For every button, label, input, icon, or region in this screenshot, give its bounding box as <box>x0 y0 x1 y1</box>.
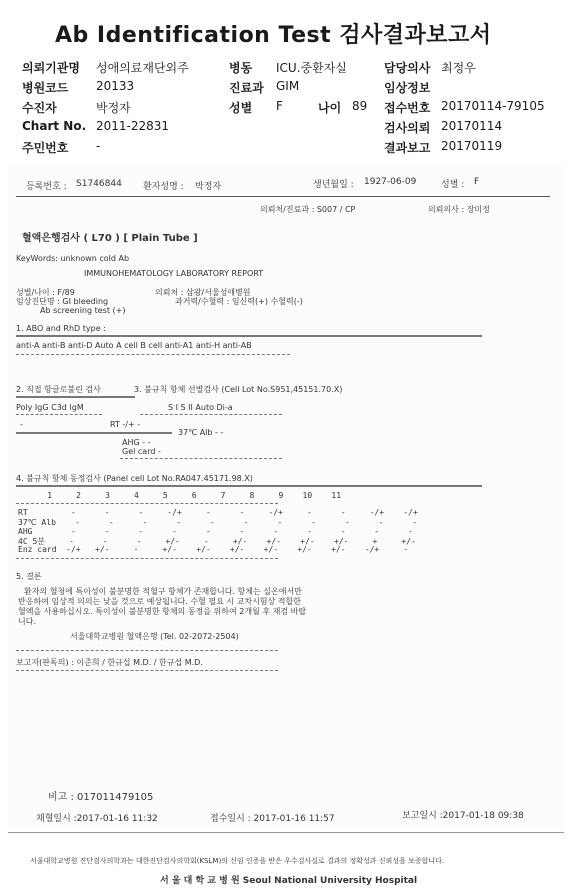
panel-row: Enz card -/+ +/- - +/- +/- +/- +/- +/- +/- -/+ - <box>18 545 409 554</box>
screen-header: S I S II Auto Di-a <box>168 403 233 412</box>
collected-time: 채혈일시 :2017-01-16 11:32 <box>36 814 158 824</box>
field-value: - <box>96 139 101 153</box>
field-label: 결과보고 <box>384 141 431 155</box>
divider <box>16 396 135 398</box>
field-value: 20170114-79105 <box>441 99 545 113</box>
dob-value: 1927-06-09 <box>364 177 417 187</box>
requester: 의뢰처 : 삼광/서울성애병원 <box>155 288 251 297</box>
section-conclusion: 5. 결론 <box>16 572 42 581</box>
reported-time: 보고일시 :2017-01-18 09:38 <box>402 811 524 821</box>
accreditation-notice: 서울대학교병원 진단검사의학과는 대한진단검사의학회(KSLM)의 신임 인증을 받은 우수검사실로 결과의 정확성과 신뢰성을 보증합니다. <box>30 857 445 865</box>
divider <box>16 432 172 434</box>
field-label: 접수번호 <box>384 101 431 115</box>
screen-result: Ab screening test (+) <box>40 306 126 315</box>
field-value: F <box>276 99 283 113</box>
test-title: 혈액은행검사 ( L70 ) [ Plain Tube ] <box>22 233 198 244</box>
field-label: 검사의뢰 <box>384 121 431 135</box>
hospital-name: 서 울 대 학 교 병 원 Seoul National University Hospital <box>160 876 418 886</box>
field-value: 20170114 <box>441 119 503 133</box>
screen-alb-row: 37℃ Alb - - <box>178 428 224 437</box>
panel-row: 4C 5분 - - - +/- - +/- +/- +/- +/- + +/- <box>18 537 416 546</box>
field-label: 병원코드 <box>22 81 69 95</box>
reporter: 보고자(판독의) : 이준희 / 한규섭 M.D. / 한규섭 M.D. <box>16 658 203 667</box>
screen-gel-row: Gel card - <box>122 447 161 456</box>
screen-rt-row: RT -/+ - <box>110 420 141 429</box>
remarks: 비고 : 017011479105 <box>48 792 154 803</box>
field-label: 성별 <box>229 101 253 115</box>
divider <box>16 670 278 671</box>
diagnosis: 임상진단명 : GI bleeding <box>16 297 109 306</box>
field-label: Chart No. <box>22 119 87 133</box>
dept-line: 의뢰처/진료과 : S007 / CP <box>260 205 356 214</box>
panel-header: 1 2 3 4 5 6 7 8 9 10 11 <box>28 491 342 500</box>
divider <box>140 414 282 415</box>
divider <box>16 196 550 197</box>
field-label: 담당의사 <box>384 61 431 75</box>
section-panel: 4. 불규칙 항체 동정검사 (Panel cell Lot No.RA047.45171.98.X) <box>16 474 253 483</box>
divider <box>16 354 290 355</box>
reg-label: 등록번호 : <box>26 182 67 192</box>
field-label: 병동 <box>229 61 253 75</box>
screen-ahg-row: AHG - - <box>122 438 151 447</box>
doctor-line: 의뢰의사 : 장미정 <box>428 205 490 214</box>
history: 과거력/수혈력 : 임신력(+) 수혈력(-) <box>175 297 303 306</box>
patient-name: 박정자 <box>195 182 222 192</box>
field-value: 성애의료재단외주 <box>96 61 189 75</box>
panel-row: AHG - - - - - - - - - - - <box>18 527 413 536</box>
divider <box>16 414 102 415</box>
field-label: 의뢰기관명 <box>22 61 80 75</box>
patient-name-label: 환자성명 : <box>143 182 184 192</box>
panel-row: RT - - - -/+ - - -/+ - - -/+ -/+ <box>18 508 418 517</box>
dat-header: Poly IgG C3d IgM <box>16 403 84 412</box>
divider <box>16 558 278 559</box>
field-label: 나이 <box>318 101 342 115</box>
field-value: 최정우 <box>441 61 476 75</box>
field-label: 진료과 <box>229 81 264 95</box>
section-abo: 1. ABO and RhD type : <box>16 324 106 333</box>
dat-values: - <box>20 420 23 429</box>
field-value: ICU.중환자실 <box>276 61 347 75</box>
report-title: Ab Identification Test 검사결과보고서 <box>55 23 492 48</box>
divider <box>16 650 278 651</box>
field-value: 20170119 <box>441 139 503 153</box>
field-label: 임상정보 <box>384 81 431 95</box>
sex-label: 성별 : <box>441 180 465 190</box>
lab-title: IMMUNOHEMATOLOGY LABORATORY REPORT <box>84 269 264 278</box>
conclusion-line: 혈액을 사용하십시오. 특이성이 불분명한 항체의 동정을 위하여 2개월 후 재검 바랍 <box>18 607 307 616</box>
keywords: KeyWords: unknown cold Ab <box>16 254 130 263</box>
reg-number: S1746844 <box>76 179 122 189</box>
divider <box>120 458 282 459</box>
divider <box>16 503 278 504</box>
field-value: 89 <box>352 99 368 113</box>
field-label: 주민번호 <box>22 141 69 155</box>
conclusion-line: 반응하여 임상적 의의는 낮을 것으로 예상됩니다. 수혈 필요 시 교차시험상 적합한 <box>18 597 301 606</box>
field-value: GIM <box>276 79 300 93</box>
dob-label: 생년월일 : <box>313 180 354 190</box>
section-screen: 3. 불규칙 항체 선별검사 (Cell Lot No.S951,45151.70.X) <box>134 385 343 394</box>
sex-age: 성별/나이 : F/89 <box>16 288 75 297</box>
panel-row: 37℃ Alb - - - - - - - - - - - <box>18 518 418 527</box>
abo-row: anti-A anti-B anti-D Auto A cell B cell anti-A1 anti-H anti-AB <box>16 341 252 350</box>
conclusion-line: 니다. <box>18 617 36 626</box>
field-value: 20133 <box>96 79 135 93</box>
field-value: 2011-22831 <box>96 119 170 133</box>
field-label: 수진자 <box>22 101 57 115</box>
field-value: 박정자 <box>96 101 131 115</box>
conclusion-line: 환자의 혈청에 특이성이 불분명한 적혈구 항체가 존재합니다. 항체는 실온에서만 <box>24 587 302 596</box>
divider <box>16 335 482 337</box>
signature-line: 서울대학교병원 혈액은행 (Tel. 02-2072-2504) <box>70 632 239 641</box>
divider <box>8 832 564 833</box>
received-time: 접수일시 : 2017-01-16 11:57 <box>210 814 335 824</box>
sex-value: F <box>474 177 480 187</box>
divider <box>16 485 482 487</box>
section-dat: 2. 직접 항글로불린 검사 <box>16 385 101 394</box>
